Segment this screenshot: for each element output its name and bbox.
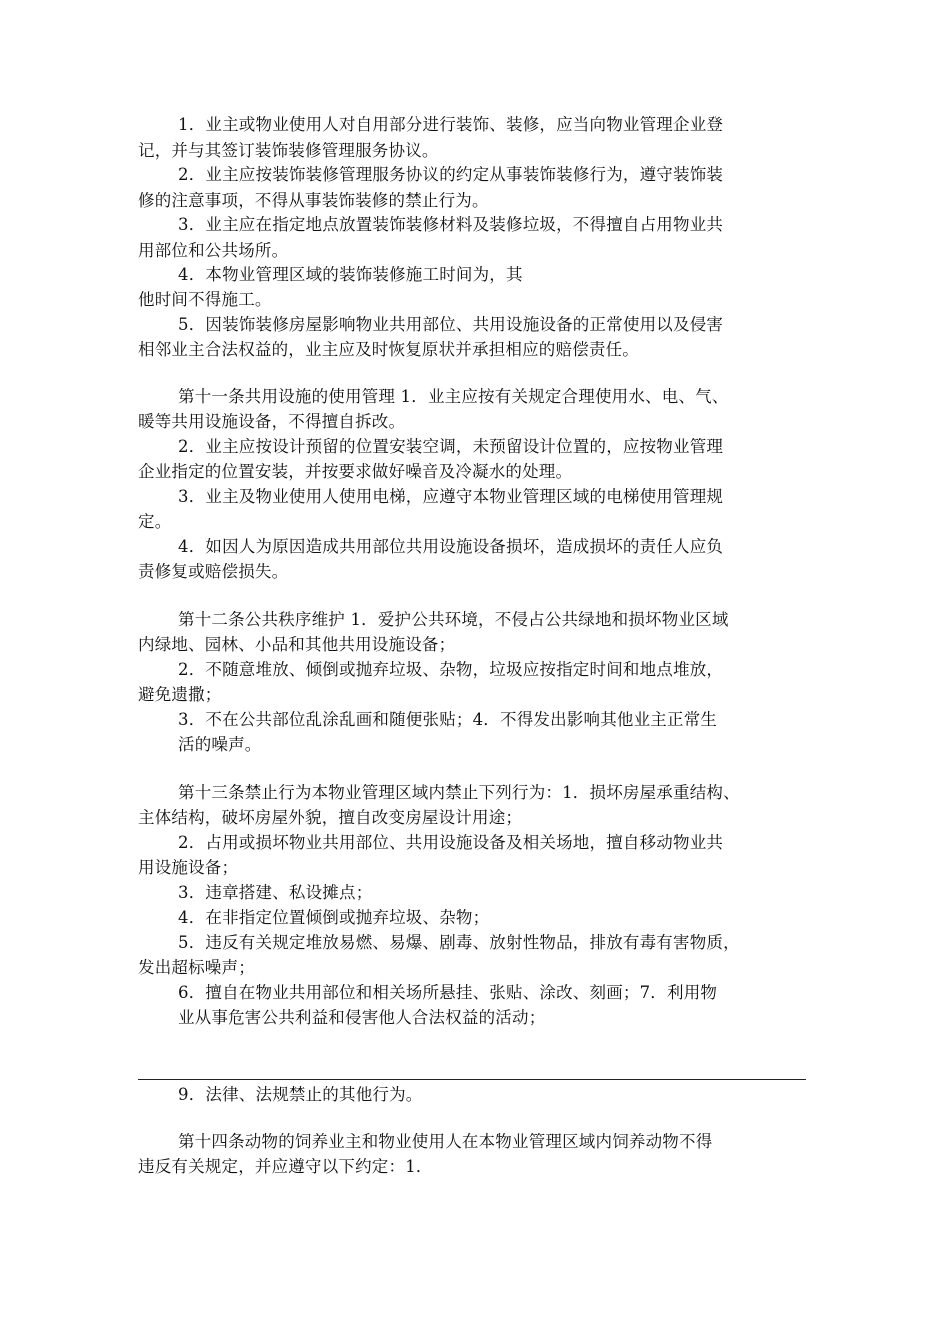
text-line: 记，并与其签订装饰装修管理服务协议。: [138, 141, 439, 160]
text-line: 5．违反有关规定堆放易燃、易爆、剧毒、放射性物品，排放有毒有害物质，: [178, 933, 740, 952]
text-line: 相邻业主合法权益的，业主应及时恢复原状并承担相应的赔偿责任。: [138, 340, 639, 359]
text-line: 暖等共用设施设备，不得擅自拆改。: [138, 412, 406, 431]
text-line: 用部位和公共场所。: [138, 241, 289, 260]
text-line: 活的噪声。: [178, 735, 262, 754]
text-line: 4．在非指定位置倾倒或抛弃垃圾、杂物；: [178, 908, 490, 927]
text-line: 内绿地、园林、小品和其他共用设施设备；: [138, 635, 456, 654]
text-line: 4．本物业管理区域的装饰装修施工时间为，其: [178, 265, 523, 284]
text-line: 发出超标噪声；: [138, 958, 255, 977]
text-line: 企业指定的位置安装，并按要求做好噪音及冷凝水的处理。: [138, 462, 573, 481]
text-line: 修的注意事项，不得从事装饰装修的禁止行为。: [138, 191, 489, 210]
text-line: 定。: [138, 512, 172, 531]
text-line: 2．业主应按设计预留的位置安装空调，未预留设计位置的，应按物业管理: [178, 437, 724, 456]
text-line: 6．擅自在物业共用部位和相关场所悬挂、张贴、涂改、刻画；7．利用物: [178, 983, 718, 1002]
text-line: 9．法律、法规禁止的其他行为。: [178, 1085, 423, 1104]
text-line: 业从事危害公共利益和侵害他人合法权益的活动；: [178, 1008, 546, 1027]
text-line: 第十一条共用设施的使用管理 1．业主应按有关规定合理使用水、电、气、: [178, 387, 729, 406]
text-line: 第十四条动物的饲养业主和物业使用人在本物业管理区域内饲养动物不得: [178, 1132, 713, 1151]
text-line: 他时间不得施工。: [138, 290, 272, 309]
text-line: 责修复或赔偿损失。: [138, 562, 289, 581]
text-line: 3．违章搭建、私设摊点；: [178, 883, 373, 902]
text-line: 2．业主应按装饰装修管理服务协议的约定从事装饰装修行为，遵守装饰装: [178, 165, 724, 184]
text-line: 违反有关规定，并应遵守以下约定：1．: [138, 1157, 433, 1176]
text-line: 用设施设备；: [138, 858, 239, 877]
text-line: 1．业主或物业使用人对自用部分进行装饰、装修，应当向物业管理企业登: [178, 115, 724, 134]
text-line: 2．占用或损坏物业共用部位、共用设施设备及相关场地，擅自移动物业共: [178, 833, 724, 852]
text-line: 第十三条禁止行为本物业管理区域内禁止下列行为：1．损坏房屋承重结构、: [178, 783, 740, 802]
horizontal-rule: [138, 1079, 806, 1080]
text-line: 避免遗撒；: [138, 685, 222, 704]
text-line: 3．业主及物业使用人使用电梯，应遵守本物业管理区域的电梯使用管理规: [178, 487, 724, 506]
text-line: 第十二条公共秩序维护 1．爱护公共环境，不侵占公共绿地和损坏物业区域: [178, 610, 729, 629]
text-line: 主体结构，破坏房屋外貌，擅自改变房屋设计用途；: [138, 808, 523, 827]
text-line: 2．不随意堆放、倾倒或抛弃垃圾、杂物，垃圾应按指定时间和地点堆放，: [178, 660, 724, 679]
text-line: 5．因装饰装修房屋影响物业共用部位、共用设施设备的正常使用以及侵害: [178, 315, 724, 334]
text-line: 4．如因人为原因造成共用部位共用设施设备损坏，造成损坏的责任人应负: [178, 537, 724, 556]
text-line: 3．业主应在指定地点放置装饰装修材料及装修垃圾，不得擅自占用物业共: [178, 215, 724, 234]
text-line: 3．不在公共部位乱涂乱画和随便张贴；4．不得发出影响其他业主正常生: [178, 710, 718, 729]
